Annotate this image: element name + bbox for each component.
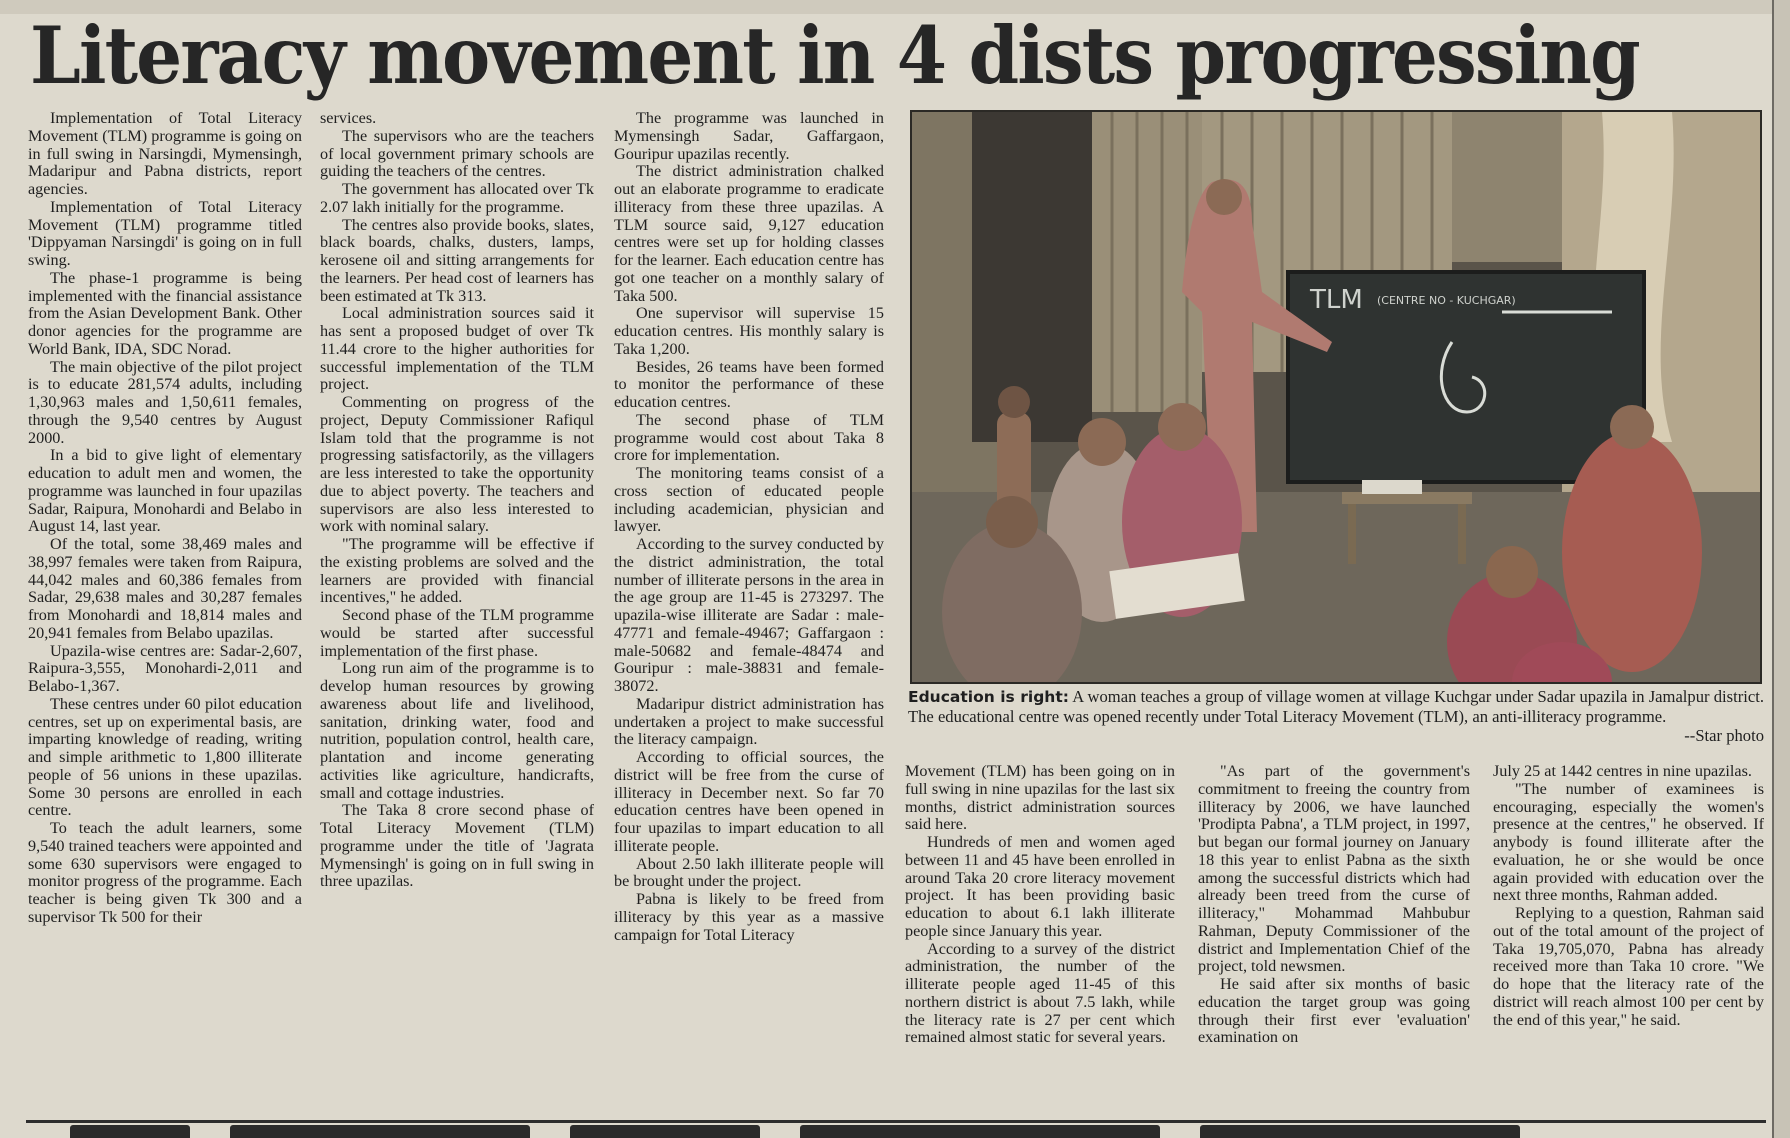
article-column-3 — [614, 110, 884, 1116]
article-paragraph: The centres also provide books, slates, black boards, chalks, dusters, lamps, kerosene oil and sitting arrangements for the learners. Per head cost of learners has been estimated at Tk 313. — [320, 215, 594, 305]
article-column-6 — [1493, 763, 1764, 1116]
article-column-5 — [1198, 763, 1470, 1116]
article-column-2 — [320, 110, 594, 1116]
article-paragraph: Movement (TLM) has been going on in full swing in nine upazilas for the last six months, district administration sources said here. — [905, 763, 1175, 834]
article-paragraph: Pabna is likely to be freed from illiteracy by this year as a massive campaign for Total Literacy — [614, 890, 884, 944]
photo-credit: --Star photo — [1684, 726, 1764, 745]
article-paragraph: In a bid to give light of elementary education to adult men and women, the programme was launched in four upazilas Sadar, Raipura, Monohardi and Belabo in August 14, last year. — [28, 446, 302, 536]
article-paragraph: Hundreds of men and women aged between 11 and 45 have been enrolled in around Taka 20 crore literacy movement project. It has been providing basic education to about 6.1 lakh illiterate people since January this year. — [905, 833, 1175, 940]
article-paragraph: Madaripur district administration has undertaken a project to make successful the literacy campaign. — [614, 694, 884, 749]
article-paragraph: Besides, 26 teams have been formed to monitor the performance of these education centres. — [614, 357, 884, 411]
article-paragraph: Commenting on progress of the project, Deputy Commissioner Rafiqul Islam told that the programme is not progressing satisfactorily, as the villagers are less interested to take the opportunity due to abject poverty. The teachers and supervisors are also less interested to work with nominal salary. — [320, 393, 594, 536]
article-paragraph: "The number of examinees is encouraging, especially the women's presence at the centres," he observed. If anybody is found illiterate after the evaluation, he or she would be once again provided with education over the next three months, Rahman added. — [1493, 779, 1764, 905]
article-paragraph: Replying to a question, Rahman said out of the total amount of the project of Taka 19,705,070, Pabna has already received more than Taka 10 crore. "We do hope that the literacy rate of the district will reach almost 100 per cent by the end of this year," he said. — [1493, 904, 1764, 1029]
article-paragraph: The programme was launched in Mymensingh Sadar, Gaffargaon, Gouripur upazilas recently. — [614, 110, 884, 163]
article-paragraph: The monitoring teams consist of a cross section of educated people including academician, physician and lawyer. — [614, 464, 884, 536]
blackboard-text-centre: (CENTRE NO - KUCHGAR) — [1377, 294, 1516, 307]
article-paragraph: Of the total, some 38,469 males and 38,997 females were taken from Raipura, 44,042 males and 60,386 females from Sadar, 29,638 males and 30,287 females from Monohardi and 18,814 males and 20,941 females from Belabo upazilas. — [28, 535, 302, 642]
article-column-1 — [28, 110, 302, 1116]
article-paragraph: July 25 at 1442 centres in nine upazilas. — [1493, 763, 1752, 780]
article-paragraph: "As part of the government's commitment to freeing the country from illiteracy by 2006, we have launched 'Prodipta Pabna', a TLM project, in 1997, but began our formal journey on January 18 this year to enlist Pabna as the sixth among the successful districts which had already been treed from the curse of illiteracy," Mohammad Mahbubur Rahman, Deputy Commissioner of the district and Implementation Chief of the project, told newsmen. — [1198, 763, 1470, 976]
article-paragraph: The district administration chalked out an elaborate programme to eradicate illiteracy from these three upazilas. A TLM source said, 9,127 education centres were set up for holding classes for the learner. Each education centre has got one teacher on a monthly salary of Taka 500. — [614, 162, 884, 305]
article-paragraph: According to the survey conducted by the district administration, the total number of illiterate persons in the area in the age group are 11-45 is 273297. The upazila-wise illiterate are Sadar : male-47771 and female-49467; Gaffargaon : male-50682 and female-48474 and Gouripur : male-38831 and female-38072. — [614, 535, 884, 695]
article-paragraph: These centres under 60 pilot education centres, set up on experimental basis, are imparting knowledge of reading, writing and simple arithmetic to 1,800 illiterate people of 56 unions in these upazilas. Some 30 persons are enrolled in each centre. — [28, 694, 302, 820]
article-paragraph: To teach the adult learners, some 9,540 trained teachers were appointed and some 630 supervisors were engaged to monitor progress of the programme. Each teacher is being given Tk 300 and a supervisor Tk 500 for their — [28, 819, 302, 926]
article-paragraph: Implementation of Total Literacy Movement (TLM) programme titled 'Dippyaman Narsingdi' is going on in full swing. — [28, 197, 302, 269]
photo-caption — [908, 687, 1764, 745]
article-paragraph: About 2.50 lakh illiterate people will be brought under the project. — [614, 854, 884, 891]
article-paragraph: The main objective of the pilot project is to educate 281,574 adults, including 1,30,963 males and 1,50,611 females, through the 9,540 centres by August 2000. — [28, 357, 302, 447]
caption-text: A woman teaches a group of village women at village Kuchgar under Sadar upazila in Jamalpur district. The educational centre was opened recently under Total Literacy Movement (TLM), an anti-illiteracy programme. — [908, 687, 1764, 726]
article-paragraph: The government has allocated over Tk 2.07 lakh initially for the programme. — [320, 180, 594, 216]
caption-lead: Education is right: — [908, 688, 1069, 706]
article-paragraph: "The programme will be effective if the existing problems are solved and the learners are provided with financial incentives," he added. — [320, 535, 594, 607]
bottom-rule — [26, 1120, 1766, 1123]
article-paragraph: According to a survey of the district administration, the number of the illiterate people aged 11-45 of this northern district is about 7.5 lakh, while the literacy rate is 27 per cent which remained almost static for several years. — [905, 939, 1175, 1047]
article-paragraph: Upazila-wise centres are: Sadar-2,607, Raipura-3,555, Monohardi-2,011 and Belabo-1,367. — [28, 641, 302, 695]
article-paragraph: The phase-1 programme is being implemented with the financial assistance from the Asian Development Bank. Other donor agencies for the programme are World Bank, IDA, SDC Norad. — [28, 268, 302, 358]
blackboard-text-tlm: TLM — [1310, 285, 1363, 315]
page-fold-edge — [1772, 0, 1790, 1138]
article-paragraph: The Taka 8 crore second phase of Total Literacy Movement (TLM) programme under the title of 'Jagrata Mymensingh' is going on in full swing in three upazilas. — [320, 801, 594, 891]
article-paragraph: One supervisor will supervise 15 education centres. His monthly salary is Taka 1,200. — [614, 304, 884, 358]
article-column-4 — [905, 763, 1175, 1116]
next-headline-fragment — [70, 1125, 1770, 1138]
article-paragraph: Second phase of the TLM programme would be started after successful implementation of the first phase. — [320, 606, 594, 660]
article-paragraph: He said after six months of basic education the target group was going through their first ever 'evaluation' examination on — [1198, 975, 1470, 1047]
article-paragraph: Local administration sources said it has sent a proposed budget of over Tk 11.44 crore to the higher authorities for successful implementation of the TLM project. — [320, 304, 594, 394]
article-paragraph: Long run aim of the programme is to develop human resources by growing awareness about life and livelihood, sanitation, drinking water, food and nutrition, population control, health care, plantation and income generating activities like agriculture, handicrafts, small and cottage industries. — [320, 659, 594, 802]
news-photo — [910, 110, 1762, 684]
headline: Literacy movement in 4 dists progressing — [30, 9, 1639, 102]
article-paragraph: According to official sources, the district will be free from the curse of illiteracy in December next. So far 70 education centres have been opened in four upazilas to impart education to all illiterate people. — [614, 748, 884, 855]
article-paragraph: The supervisors who are the teachers of local government primary schools are guiding the teachers of the centres. — [320, 126, 594, 181]
article-paragraph: The second phase of TLM programme would cost about Taka 8 crore for implementation. — [614, 410, 884, 465]
article-paragraph: services. — [320, 110, 377, 127]
article-paragraph: Implementation of Total Literacy Movement (TLM) programme is going on in full swing in Narsingdi, Mymensingh, Madaripur and Pabna districts, report agencies. — [28, 110, 302, 198]
